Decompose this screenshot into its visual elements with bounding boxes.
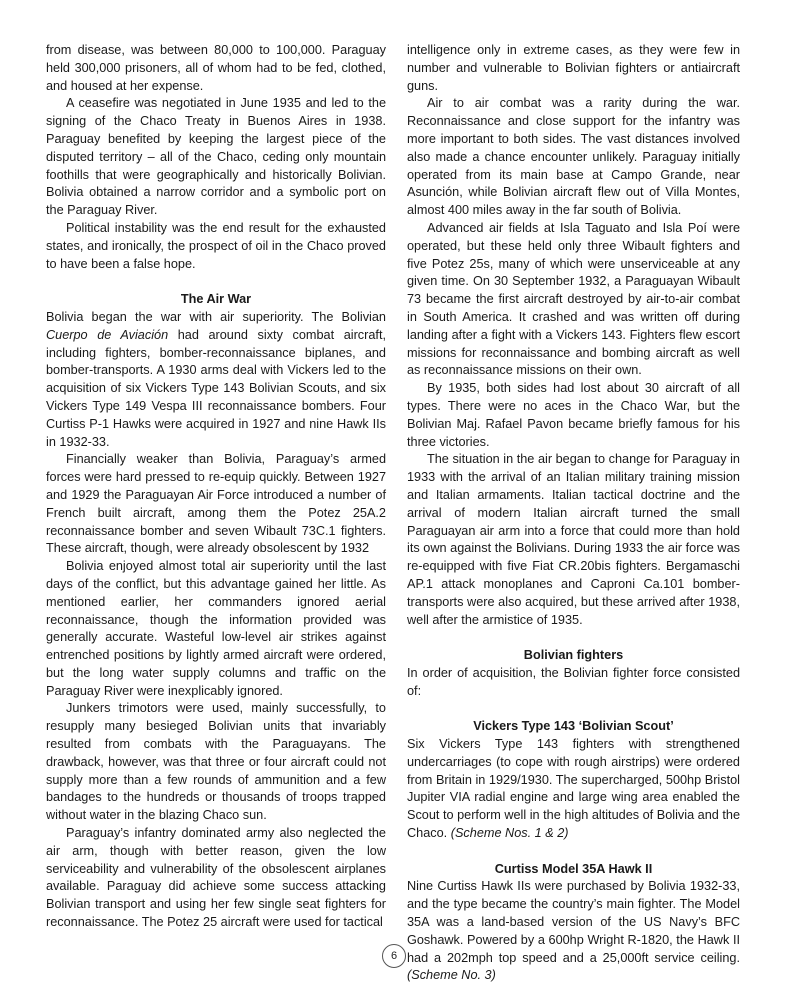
- italic-term: Cuerpo de Aviación: [46, 327, 169, 342]
- paragraph: Bolivia enjoyed almost total air superiority until the last days of the conflict, but this advantage gained her little. As mentioned earlier, her commanders ignored aerial reconnaissance, though the information provided was generally accurate. Wasteful low-level air strikes against entrenched positions by lightly armed aircraft were ordered, but the long water supply columns and traffic on the Paraguay River were inexplicably ignored.: [46, 559, 386, 698]
- paragraph: Air to air combat was a rarity during the war. Reconnaissance and close support for the infantry was more important to both sides. The vast distances involved also made a chance encounter unlikely. Paraguay initially operated from its main base at Campo Grande, near Asunción, while Bolivian aircraft flew out of Villa Montes, almost 400 miles away in the far south of Bolivia.: [407, 96, 740, 218]
- paragraph: Political instability was the end result for the exhausted states, and ironically, the prospect of oil in the Chaco proved to have been a false hope.: [46, 220, 386, 271]
- paragraph: Junkers trimotors were used, mainly successfully, to resupply many besieged Bolivian units that invariably resulted from combats with the Paraguayans. The drawback, however, was that three or four aircraft could not supply more than a few rounds of ammunition and a few bandages to the hundreds or thousands of troops trapped without water in the blazing Chaco sun.: [46, 701, 386, 823]
- paragraph: The situation in the air began to change for Paraguay in 1933 with the arrival of an Italian military training mission and Italian armaments. Italian tactical doctrine and the arrival of modern Italian aircraft turned the small Paraguayan air arm into a force that could more than hold its own against the Bolivians. During 1933 the air force was re-equipped with five Fiat CR.20bis fighters. Bergamaschi AP.1 attack monoplanes and Caproni Ca.101 bomber-transports were also acquired, but these arrived after 1938, well after the armistice of 1935.: [407, 452, 740, 627]
- paragraph: In order of acquisition, the Bolivian fighter force consisted of:: [407, 665, 740, 698]
- paragraph: By 1935, both sides had lost about 30 aircraft of all types. There were no aces in the Chaco War, but the Bolivian Maj. Rafael Pavon became briefly famous for his three victories.: [407, 381, 740, 449]
- page-number: 6: [382, 944, 406, 968]
- paragraph-text: Six Vickers Type 143 fighters with strengthened undercarriages (to cope with rough airstrips) were ordered from Britain in 1929/1930. The supercharged, 500hp Bristol Jupiter VIA radial engine and large wing area enabled the Scout to perform well in the high altitudes of Bolivia and the Chaco.: [407, 737, 740, 841]
- right-column: [407, 42, 740, 985]
- section-heading-air-war: The Air War: [180, 292, 252, 307]
- paragraph: Paraguay’s infantry dominated army also neglected the air arm, though with better reason, given the low serviceability and vulnerability of the obsolescent airplanes available. Paraguay did achieve some success attacking Bolivian transport and using her few single seat fighters for reconnaissance. The Potez 25 aircraft were used for tactical: [46, 826, 386, 930]
- subheading-vickers: Vickers Type 143 ‘Bolivian Scout’: [473, 719, 674, 734]
- paragraph: from disease, was between 80,000 to 100,000. Paraguay held 300,000 prisoners, all of whom had to be fed, clothed, and housed at her expense.: [46, 43, 386, 93]
- scheme-reference: (Scheme No. 3): [407, 968, 496, 983]
- scheme-reference: (Scheme Nos. 1 & 2): [450, 826, 569, 841]
- paragraph: Advanced air fields at Isla Taguato and Isla Poí were operated, but these held only three Wibault fighters and five Potez 25s, many of which were unserviceable at any given time. On 30 September 1932, a Paraguayan Wibault 73 became the first aircraft destroyed by air-to-air combat in South America. It crashed and was written off during landing after a fight with a Vickers 143. Fighters flew escort missions for reconnaissance and bombing aircraft as well as reconnaissance missions on their own.: [407, 220, 740, 378]
- section-heading-bolivian-fighters: Bolivian fighters: [523, 648, 624, 663]
- paragraph: Financially weaker than Bolivia, Paraguay’s armed forces were hard pressed to re-equip quickly. Between 1927 and 1929 the Paraguayan Air Force introduced a number of French built aircraft, among them the Potez 25A.2 reconnaissance bomber and seven Wibault 73C.1 fighters. These aircraft, though, were already obsolescent by 1932: [46, 452, 386, 556]
- paragraph: [407, 878, 740, 985]
- subheading-curtiss: Curtiss Model 35A Hawk II: [494, 861, 653, 876]
- left-column: [46, 42, 386, 932]
- paragraph: [407, 736, 740, 843]
- paragraph: intelligence only in extreme cases, as they were few in number and vulnerable to Bolivian fighters or antiaircraft guns.: [407, 43, 740, 93]
- paragraph-text: Bolivia began the war with air superiority. The Bolivian: [46, 309, 386, 324]
- paragraph: [46, 309, 386, 451]
- paragraph-text: had around sixty combat aircraft, including fighters, bomber-reconnaissance biplanes, and bomber-transports. A 1930 arms deal with Vickers led to the acquisition of six Vickers Type 143 Bolivian Scouts, and six Vickers Type 149 Vespa III reconnaissance bombers. Four Curtiss P-1 Hawks were acquired in 1927 and nine Hawk IIs in 1932-33.: [46, 327, 386, 449]
- paragraph: A ceasefire was negotiated in June 1935 and led to the signing of the Chaco Treaty in Buenos Aires in 1938. Paraguay benefited by keeping the largest piece of the disputed territory – all of the Chaco, ceding only mountain foothills that were geographically and historically Bolivian. Bolivia obtained a narrow corridor and a symbolic port on the Paraguay River.: [46, 96, 386, 218]
- paragraph-text: Nine Curtiss Hawk IIs were purchased by Bolivia 1932-33, and the type became the country’s main fighter. The Model 35A was a land-based version of the US Navy’s BFC Goshawk. Powered by a 600hp Wright R-1820, the Hawk II had a 202mph top speed and a 25,000ft service ceiling.: [407, 879, 740, 965]
